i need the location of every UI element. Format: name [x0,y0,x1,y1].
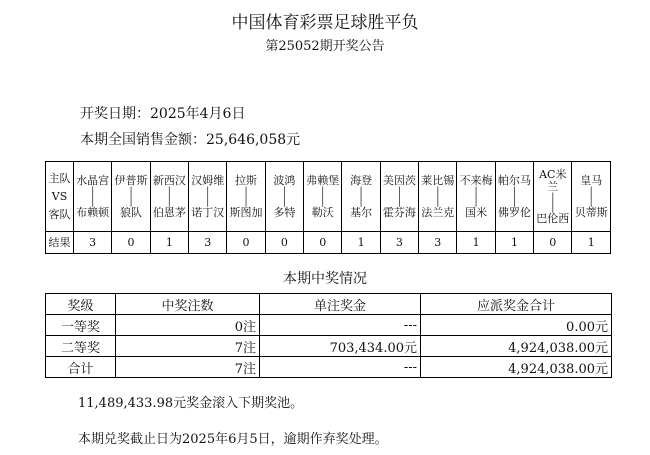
home-team: 弗赖堡 [306,173,340,187]
vs-separator: | [90,195,95,207]
page-subtitle: 第25052期开奖公告 [265,39,385,54]
vs-separator: | [512,195,517,207]
vs-separator: | [551,191,555,203]
away-team: 狼队 [120,205,143,219]
match-teams-row [46,162,611,232]
page-title: 中国体育彩票足球胜平负 [231,13,419,33]
prize-row-first [46,315,612,336]
vs-separator: | [282,185,287,197]
prize-unit: --- [260,315,421,336]
away-team: 法兰克 [421,205,455,219]
prize-total: 4,924,038.00元 [421,357,612,378]
home-team: 不来梅 [459,173,493,187]
match-cell-8 [342,162,380,232]
vs-separator: | [589,185,593,197]
match-cell-11 [457,162,495,232]
vs-separator: | [551,201,555,213]
home-team: 莱比锡 [421,173,455,187]
prize-total: 4,924,038.00元 [421,336,612,357]
prize-count: 7注 [116,336,260,357]
vs-separator: | [244,185,248,197]
away-team: 佛罗伦 [497,205,531,219]
vs-separator: | [321,195,325,207]
home-team: 水晶宫 [76,173,110,187]
away-team: 伯恩茅 [152,205,186,219]
prize-row-second [46,336,612,357]
match-cell-14 [572,162,611,232]
home-team: 伊普斯 [114,173,148,187]
vs-separator: | [129,195,133,207]
vs-separator: | [90,185,95,197]
away-team: 贝蒂斯 [574,205,608,219]
match-cell-5 [227,162,265,232]
vs-separator: | [359,185,363,197]
vs-separator: | [512,185,517,197]
match-cell-13 [534,162,572,232]
match-table [45,161,611,254]
vs-separator: | [206,185,210,197]
header-total: 应派奖金合计 [421,294,612,315]
away-team: 诺丁汉 [191,205,225,219]
row-label-cell [46,162,74,232]
away-team: 国米 [465,205,488,219]
prize-section-title: 本期中奖情况 [283,271,367,287]
deadline-note: 本期兑奖截止日为2025年6月5日，逾期作弃奖处理。 [78,432,388,447]
match-result: 1 [495,232,533,254]
draw-date: 开奖日期：2025年4月6日 [80,106,246,122]
match-cell-1 [74,162,112,232]
home-team: 美因茨 [382,173,416,187]
label-vs: VS [51,189,68,203]
away-team: 霍芬海 [382,205,416,219]
match-result: 1 [457,232,495,254]
vs-separator: | [321,185,325,197]
prize-level: 二等奖 [46,336,116,357]
away-team: 多特 [273,205,296,219]
match-result: 0 [534,232,572,254]
label-away: 客队 [48,207,71,221]
away-team: 布赖顿 [76,205,110,219]
match-result: 0 [304,232,342,254]
match-cell-3 [150,162,188,232]
label-result: 结果 [46,232,74,254]
prize-level: 合计 [46,357,116,378]
vs-separator: | [206,195,210,207]
home-team: AC米兰 [539,167,567,193]
header-count: 中奖注数 [116,294,260,315]
match-cell-9 [380,162,418,232]
vs-separator: | [282,195,287,207]
match-result: 3 [74,232,112,254]
match-result: 0 [265,232,303,254]
match-result: 0 [112,232,150,254]
match-result: 1 [572,232,611,254]
sales-amount: 本期全国销售金额：25,646,058元 [80,132,301,148]
prize-level: 一等奖 [46,315,116,336]
home-team: 皇马 [580,173,603,187]
vs-separator: | [167,195,172,207]
away-team: 基尔 [350,205,373,219]
away-team: 巴伦西 [536,211,570,225]
match-result: 3 [419,232,457,254]
prize-unit: --- [260,357,421,378]
home-team: 海登 [350,173,373,187]
match-cell-12 [495,162,533,232]
vs-separator: | [589,195,593,207]
match-result: 3 [380,232,418,254]
away-team: 斯图加 [229,205,263,219]
prize-count: 0注 [116,315,260,336]
vs-separator: | [436,185,440,197]
vs-separator: | [244,195,248,207]
prize-header-row [46,294,612,315]
prize-count: 7注 [116,357,260,378]
home-team: 帕尔马 [497,173,531,187]
header-unit-prize: 单注奖金 [260,294,421,315]
match-result: 1 [150,232,188,254]
home-team: 波鸿 [273,173,296,187]
home-team: 汉姆维 [191,173,225,187]
header-level: 奖级 [46,294,116,315]
rollover-note: 11,489,433.98元奖金滚入下期奖池。 [78,396,304,411]
prize-table [45,293,612,378]
match-cell-2 [112,162,150,232]
label-home: 主队 [48,171,71,185]
match-result: 0 [227,232,265,254]
prize-total: 0.00元 [421,315,612,336]
away-team: 勒沃 [311,205,334,219]
match-cell-7 [304,162,342,232]
prize-row-total [46,357,612,378]
match-cell-4 [189,162,227,232]
match-results-row [46,232,611,254]
prize-unit: 703,434.00元 [260,336,421,357]
match-cell-10 [419,162,457,232]
vs-separator: | [474,195,478,207]
vs-separator: | [474,185,478,197]
vs-separator: | [397,185,402,197]
vs-separator: | [129,185,133,197]
home-team: 拉斯 [235,173,258,187]
home-team: 新西汉 [152,173,186,187]
match-result: 1 [342,232,380,254]
vs-separator: | [436,195,440,207]
match-result: 3 [189,232,227,254]
vs-separator: | [397,195,402,207]
vs-separator: | [359,195,363,207]
match-cell-6 [265,162,303,232]
vs-separator: | [167,185,172,197]
